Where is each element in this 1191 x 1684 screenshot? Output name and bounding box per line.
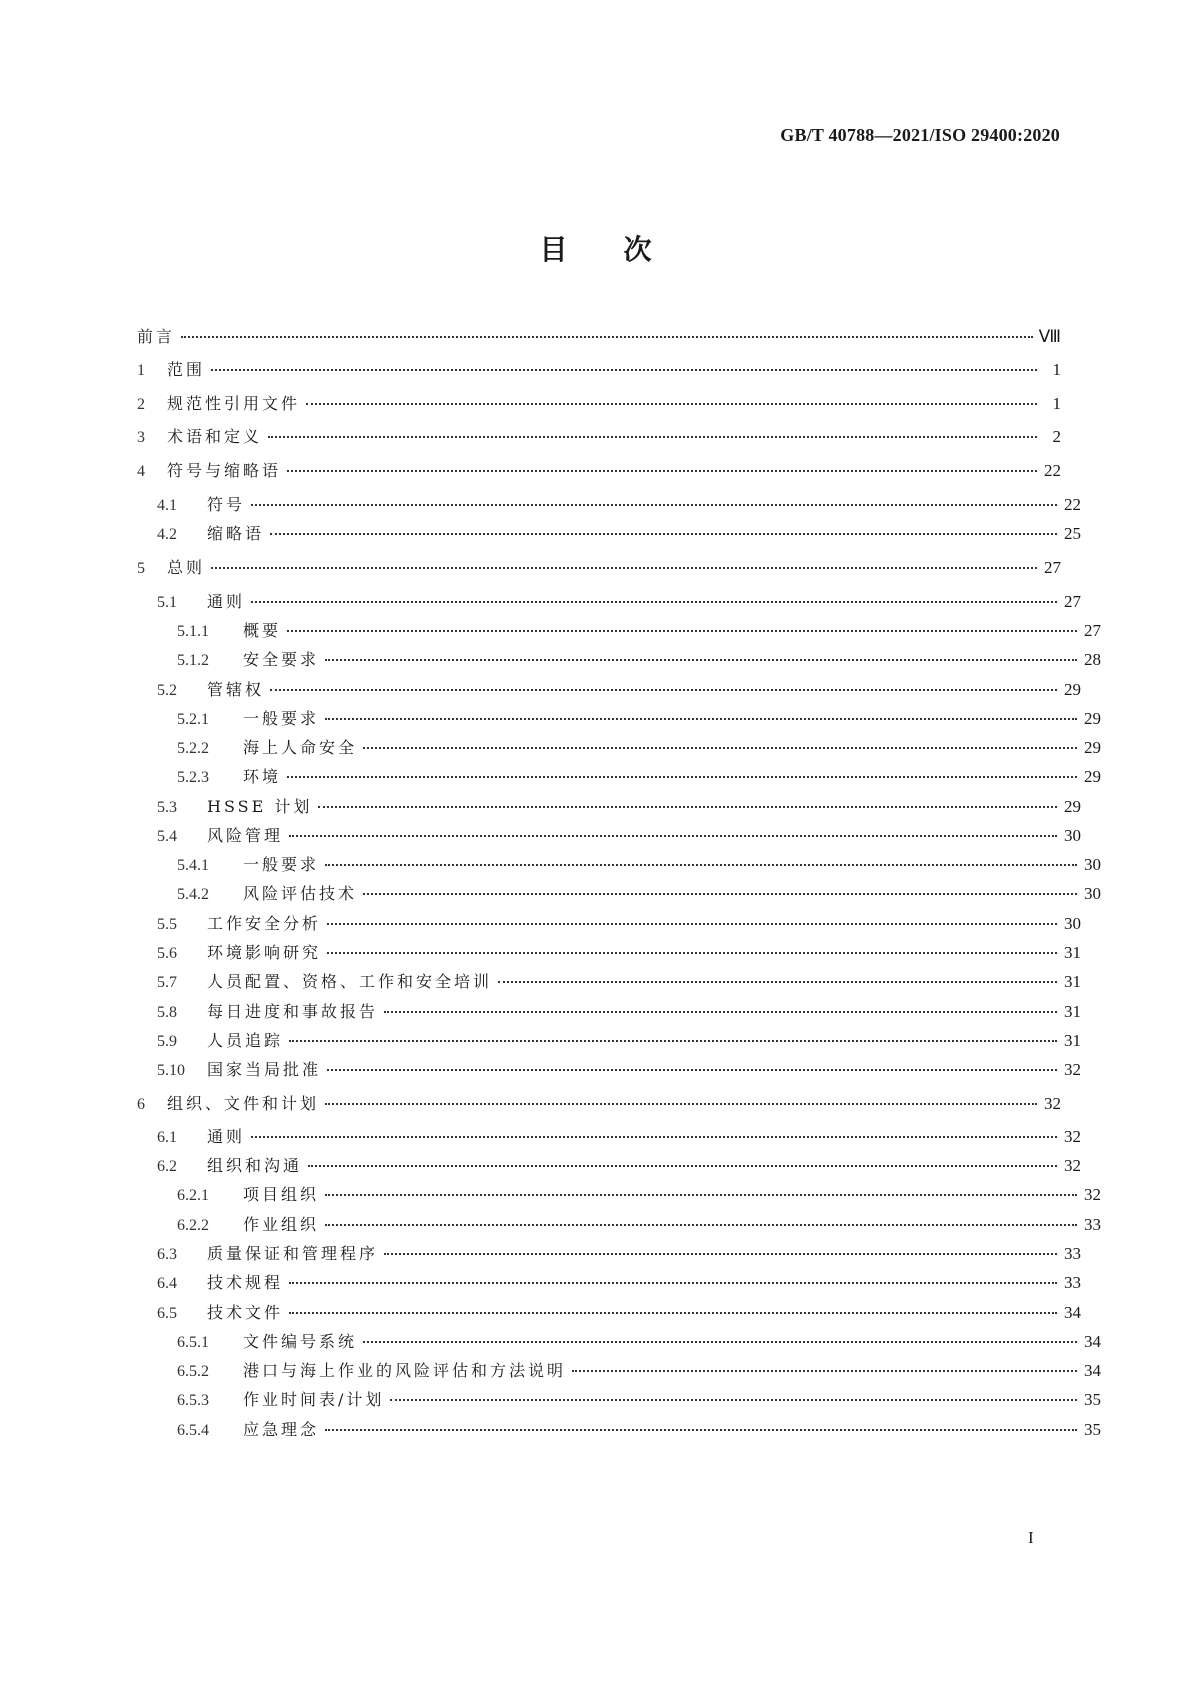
toc-entry-number: 5.7 [157,974,177,991]
page-title: 目 次 [539,233,652,266]
toc-entry[interactable] [137,1058,1081,1082]
toc-entry[interactable] [137,392,1061,416]
toc-entry-number: 6.5.4 [177,1422,209,1439]
toc-entry-number: 5.1 [157,594,177,611]
toc-entry-page: 1 [1052,360,1061,379]
toc-entry-label: 技术文件 [207,1303,284,1322]
toc-entry[interactable] [137,1271,1081,1295]
toc-entry-page: 34 [1084,1361,1101,1380]
toc-entry-label: 风险管理 [207,826,284,845]
toc-entry-label: 质量保证和管理程序 [207,1244,379,1263]
toc-entry-page: 32 [1064,1127,1081,1146]
toc-entry-page: 29 [1064,797,1081,816]
toc-entry-number: 4.1 [157,497,177,514]
toc-entry[interactable] [137,824,1081,848]
toc-entry[interactable] [137,493,1081,517]
toc-entry-page: 31 [1064,1002,1081,1021]
toc-entry[interactable] [137,853,1101,877]
toc-entry-label: 工作安全分析 [207,914,322,933]
toc-entry-page: 34 [1064,1303,1081,1322]
toc-entry-number: 5.6 [157,945,177,962]
toc-entry-page: 31 [1064,943,1081,962]
toc-entry-number: 5.4.2 [177,886,209,903]
toc-entry-page: 30 [1064,826,1081,845]
toc-entry-number: 6.2.2 [177,1217,209,1234]
toc-entry-label: 海上人命安全 [243,738,358,757]
toc-entry[interactable] [137,1301,1081,1325]
toc-entry-label: 范围 [167,360,206,379]
dot-leader [572,1369,1077,1372]
toc-entry-page: 28 [1084,650,1101,669]
toc-entry-page: 29 [1084,767,1101,786]
toc-entry-page: 33 [1064,1244,1081,1263]
toc-entry-label: 缩略语 [207,524,265,543]
toc-entry[interactable] [137,325,1061,349]
toc-entry[interactable] [137,678,1081,702]
toc-entry-number: 6.5.1 [177,1334,209,1351]
document-identifier: GB/T 40788—2021/ISO 29400:2020 [780,125,1060,145]
toc-entry-number: 5.2 [157,682,177,699]
toc-entry-number: 5.2.3 [177,769,209,786]
toc-entry-label: 组织和沟通 [207,1156,303,1175]
toc-entry-label: 作业组织 [243,1215,320,1234]
toc-entry-label: 通则 [207,1127,246,1146]
toc-entry[interactable] [137,556,1061,580]
dot-leader [251,1135,1057,1138]
toc-entry-label: 一般要求 [243,709,320,728]
dot-leader [181,335,1033,338]
dot-leader [363,892,1077,895]
toc-entry-number: 6.5.3 [177,1392,209,1409]
toc-entry-number: 1 [137,362,145,379]
toc-entry-page: 31 [1064,1031,1081,1050]
toc-entry-page: 22 [1044,461,1061,480]
toc-entry-page: 1 [1052,394,1061,413]
toc-entry-page: 29 [1064,680,1081,699]
toc-entry-label: 人员配置、资格、工作和安全培训 [207,972,493,991]
dot-leader [327,1068,1057,1071]
toc-entry-label: 风险评估技术 [243,884,358,903]
dot-leader [287,469,1037,472]
dot-leader [363,1340,1077,1343]
toc-entry-number: 6.1 [157,1129,177,1146]
dot-leader [390,1398,1077,1401]
dot-leader [363,746,1077,749]
toc-entry-label: 概要 [243,621,282,640]
page-number: I [1028,1528,1034,1547]
toc-entry-page: 30 [1084,884,1101,903]
toc-entry[interactable] [137,882,1101,906]
toc-entry-label: 组织、文件和计划 [167,1094,320,1113]
toc-entry-label: 安全要求 [243,650,320,669]
toc-entry-label: 文件编号系统 [243,1332,358,1351]
dot-leader [384,1252,1057,1255]
dot-leader [289,1039,1057,1042]
dot-leader [325,1223,1077,1226]
toc-entry-page: 31 [1064,972,1081,991]
toc-entry-page: 30 [1064,914,1081,933]
toc-entry-label: 一般要求 [243,855,320,874]
toc-entry[interactable] [137,1154,1081,1178]
toc-entry-number: 6.4 [157,1275,177,1292]
dot-leader [289,834,1057,837]
toc-entry-page: 2 [1052,427,1061,446]
toc-entry-label: 国家当局批准 [207,1060,322,1079]
dot-leader [270,532,1057,535]
dot-leader [325,1193,1077,1196]
toc-entry[interactable] [137,1125,1081,1149]
dot-leader [289,1311,1057,1314]
toc-entry-number: 6 [137,1096,145,1113]
toc-entry-label: 总则 [167,558,206,577]
dot-leader [270,688,1057,691]
toc-entry[interactable] [137,912,1081,936]
dot-leader [287,629,1077,632]
toc-entry[interactable] [137,736,1101,760]
toc-entry-page: 32 [1064,1156,1081,1175]
toc-entry-label: 项目组织 [243,1185,320,1204]
toc-entry-page: 32 [1064,1060,1081,1079]
dot-leader [251,600,1057,603]
toc-entry-number: 5.4.1 [177,857,209,874]
toc-entry-number: 4.2 [157,526,177,543]
toc-entry-label: 作业时间表/计划 [243,1390,385,1409]
dot-leader [318,805,1057,808]
toc-entry-number: 6.2.1 [177,1187,209,1204]
dot-leader [287,775,1077,778]
toc-entry[interactable] [137,358,1061,382]
toc-entry-page: 22 [1064,495,1081,514]
toc-entry-page: 27 [1044,558,1061,577]
toc-entry-number: 5.9 [157,1033,177,1050]
dot-leader [211,368,1037,371]
toc-entry[interactable] [137,941,1081,965]
toc-entry[interactable] [137,1183,1101,1207]
toc-entry-label: 每日进度和事故报告 [207,1002,379,1021]
dot-leader [306,402,1037,405]
toc-entry[interactable] [137,648,1101,672]
toc-entry-number: 5.3 [157,799,177,816]
toc-entry-number: 6.2 [157,1158,177,1175]
toc-entry-number: 5.1.1 [177,623,209,640]
toc-entry[interactable] [137,1418,1101,1442]
toc-entry-number: 5 [137,560,145,577]
toc-entry-number: 6.3 [157,1246,177,1263]
toc-entry[interactable] [137,1330,1101,1354]
toc-entry-page: 32 [1084,1185,1101,1204]
toc-entry[interactable] [137,970,1081,994]
dot-leader [325,1428,1077,1431]
toc-entry-label: 前言 [137,327,176,346]
toc-entry-number: 5.5 [157,916,177,933]
toc-entry-number: 4 [137,463,145,480]
toc-entry-page: 35 [1084,1420,1101,1439]
dot-leader [289,1281,1057,1284]
toc-entry-label: 规范性引用文件 [167,394,301,413]
toc-entry[interactable] [137,765,1101,789]
toc-entry-number: 5.10 [157,1062,185,1079]
toc-entry-page: 29 [1084,709,1101,728]
toc-entry-label: 技术规程 [207,1273,284,1292]
toc-entry-label: 环境影响研究 [207,943,322,962]
toc-entry-number: 5.2.2 [177,740,209,757]
toc-entry[interactable] [137,522,1081,546]
dot-leader [251,503,1057,506]
toc-entry[interactable] [137,707,1101,731]
toc-entry[interactable] [137,1242,1081,1266]
dot-leader [211,566,1037,569]
toc-entry[interactable] [137,1092,1061,1116]
toc-entry-label: 应急理念 [243,1420,320,1439]
toc-entry[interactable] [137,1388,1101,1412]
toc-entry-page: 30 [1084,855,1101,874]
toc-entry-label: 人员追踪 [207,1031,284,1050]
toc-entry-page: 34 [1084,1332,1101,1351]
toc-entry-page: 33 [1084,1215,1101,1234]
toc-entry-page: 27 [1084,621,1101,640]
dot-leader [325,1102,1037,1105]
toc-entry-page: 35 [1084,1390,1101,1409]
toc-entry-label: 通则 [207,592,246,611]
toc-entry-label: 术语和定义 [167,427,263,446]
dot-leader [325,863,1077,866]
toc-entry[interactable] [137,425,1061,449]
toc-entry-label: 符号 [207,495,246,514]
toc-entry-label: 环境 [243,767,282,786]
toc-entry-number: 2 [137,396,145,413]
dot-leader [498,980,1057,983]
toc-entry-number: 6.5.2 [177,1363,209,1380]
dot-leader [308,1164,1057,1167]
dot-leader [325,717,1077,720]
toc-entry-number: 5.1.2 [177,652,209,669]
toc-entry-number: 6.5 [157,1305,177,1322]
toc-entry[interactable] [137,795,1081,819]
toc-entry-page: 33 [1064,1273,1081,1292]
toc-entry[interactable] [137,1029,1081,1053]
toc-entry[interactable] [137,619,1101,643]
toc-entry-page: 29 [1084,738,1101,757]
toc-entry-number: 5.2.1 [177,711,209,728]
toc-entry-label: HSSE 计划 [207,797,313,816]
toc-entry-page: 25 [1064,524,1081,543]
toc-entry-page: Ⅷ [1038,327,1061,346]
toc-entry[interactable] [137,590,1081,614]
dot-leader [325,658,1077,661]
toc-entry-page: 32 [1044,1094,1061,1113]
toc-entry-number: 3 [137,429,145,446]
dot-leader [327,922,1057,925]
toc-entry-number: 5.8 [157,1004,177,1021]
toc-entry-label: 港口与海上作业的风险评估和方法说明 [243,1361,567,1380]
toc-entry-page: 27 [1064,592,1081,611]
toc-entry-number: 5.4 [157,828,177,845]
toc-entry[interactable] [137,459,1061,483]
dot-leader [327,951,1057,954]
dot-leader [268,435,1037,438]
toc-entry-label: 管辖权 [207,680,265,699]
toc-entry[interactable] [137,1213,1101,1237]
toc-entry[interactable] [137,1000,1081,1024]
toc-entry[interactable] [137,1359,1101,1383]
dot-leader [384,1010,1057,1013]
toc-entry-label: 符号与缩略语 [167,461,282,480]
